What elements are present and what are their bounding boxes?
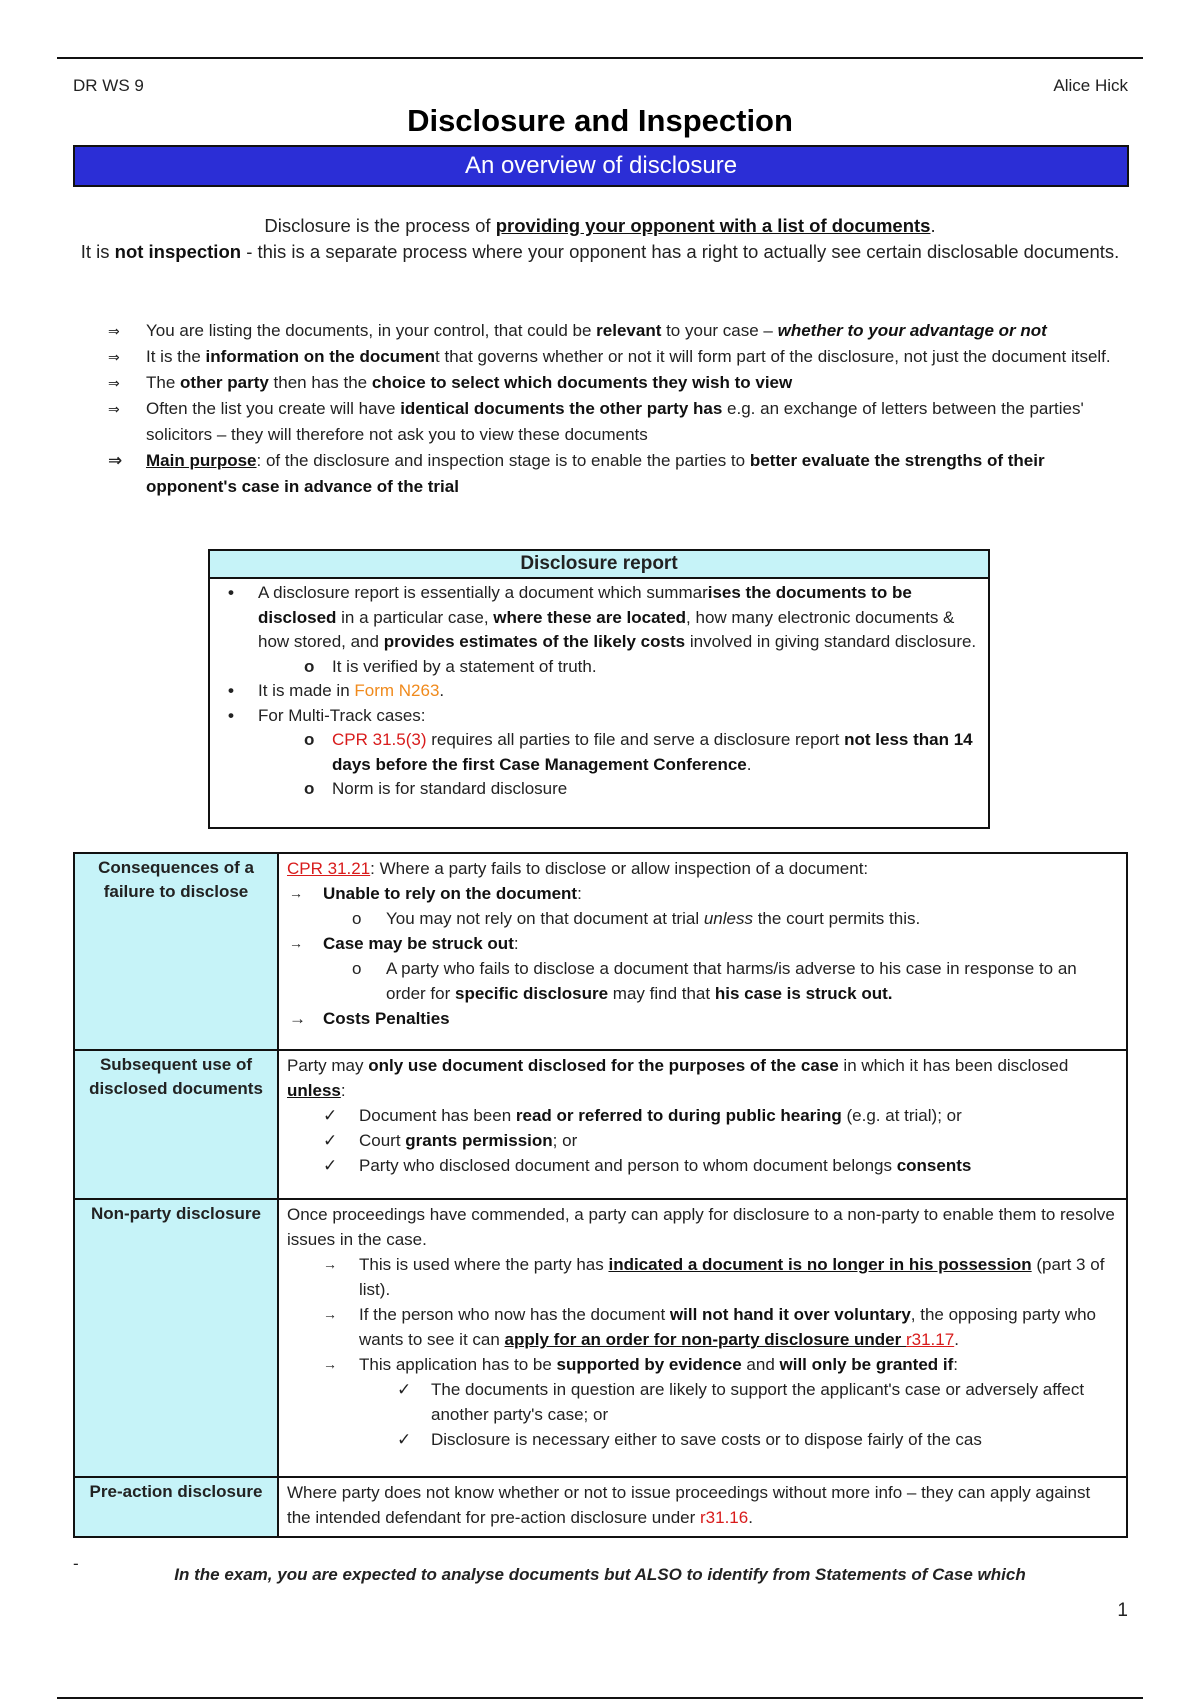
circle-bullet-icon: o	[352, 909, 362, 928]
arrow-icon: →	[323, 1306, 337, 1322]
list-item: o A party who fails to disclose a document that harms/is adverse to his case in response to an order for specific disclosure may find that his case is struck out.	[287, 956, 1118, 1006]
arrow-icon: →	[323, 1356, 337, 1372]
list-item: ✓ Document has been read or referred to during public hearing (e.g. at trial); or	[287, 1103, 1118, 1128]
stray-dash: -	[73, 1554, 79, 1573]
check-icon: ✓	[323, 1106, 338, 1125]
table-row	[74, 853, 1127, 1050]
list-item: ✓ Court grants permission; or	[287, 1128, 1118, 1153]
bullet-icon: •	[228, 681, 234, 700]
list-item: • For Multi-Track cases:	[220, 704, 978, 729]
list-item: o CPR 31.5(3) requires all parties to file and serve a disclosure report not less than 14 days before the first Case Management Conference.	[304, 730, 973, 774]
intro-paragraph	[80, 213, 1120, 265]
key-points-list	[108, 318, 1128, 500]
check-icon: ✓	[323, 1131, 338, 1150]
disclosure-report-heading: Disclosure report	[210, 551, 988, 579]
row-content	[278, 853, 1127, 1050]
top-rule	[57, 57, 1143, 59]
check-icon: ✓	[397, 1380, 412, 1399]
list-item: → This application has to be supported by evidence and will only be granted if:	[287, 1352, 1118, 1377]
list-item: ⇒ Main purpose: of the disclosure and inspection stage is to enable the parties to better evaluate the strengths of their opponent's case in advance of the trial	[108, 448, 1128, 500]
r31-16-link[interactable]: r31.16	[700, 1508, 749, 1527]
arrow-icon: →	[289, 935, 303, 951]
row-content	[278, 1050, 1127, 1199]
page-title: Disclosure and Inspection	[407, 103, 793, 138]
double-arrow-icon: ⇒	[108, 323, 120, 339]
double-arrow-icon: ⇒	[108, 375, 120, 391]
list-item: o It is verified by a statement of truth.	[220, 655, 978, 680]
list-item: o You may not rely on that document at trial unless the court permits this.	[287, 906, 1118, 931]
list-item: ✓ Party who disclosed document and person to whom document belongs consents	[287, 1153, 1118, 1178]
table-row	[74, 1199, 1127, 1477]
row-label: Pre-action disclosure	[74, 1477, 278, 1537]
list-item: CPR 31.21: Where a party fails to disclose or allow inspection of a document:	[287, 859, 869, 878]
circle-bullet-icon: o	[304, 656, 315, 676]
row-label: Subsequent use of disclosed documents	[74, 1050, 278, 1199]
bottom-rule	[57, 1697, 1143, 1699]
list-item: Once proceedings have commended, a party can apply for disclosure to a non-party to enable them to resolve issues in the case.	[287, 1205, 1115, 1249]
disclosure-topics-table	[73, 852, 1128, 1538]
row-content	[278, 1199, 1127, 1477]
double-arrow-icon: ⇒	[108, 401, 120, 417]
table-row	[74, 1050, 1127, 1199]
list-item: Where party does not know whether or not to issue proceedings without more info – they can apply against the intended defendant for pre-action disclosure under r31.16.	[287, 1483, 1091, 1527]
arrow-icon: →	[323, 1256, 337, 1272]
list-item: ✓ The documents in question are likely to support the applicant's case or adversely affect another party's case; or	[287, 1377, 1118, 1427]
list-item: → Costs Penalties	[287, 1006, 1118, 1031]
circle-bullet-icon: o	[304, 730, 315, 749]
exam-note: In the exam, you are expected to analyse documents but ALSO to identify from Statements of Case which	[174, 1565, 1026, 1584]
intro-line-2: It is not inspection - this is a separate process where your opponent has a right to actually see certain disclosable documents.	[80, 241, 1120, 262]
bullet-icon: •	[228, 583, 234, 602]
double-arrow-icon: ⇒	[108, 349, 120, 365]
row-label: Consequences of a failure to disclose	[74, 853, 278, 1050]
row-content	[278, 1477, 1127, 1537]
list-item: • A disclosure report is essentially a document which summarises the documents to be disclosed in a particular case, where these are located, how many electronic documents & how stored, and provides estimates of the likely costs involved in giving standard disclosure.	[228, 583, 977, 651]
list-item: → Case may be struck out:	[287, 931, 1118, 956]
double-arrow-icon: ⇒	[108, 451, 123, 470]
list-item: ✓ Disclosure is necessary either to save costs or to dispose fairly of the cas	[287, 1427, 1118, 1452]
row-label: Non-party disclosure	[74, 1199, 278, 1477]
list-item: → Unable to rely on the document:	[287, 881, 1118, 906]
cpr-31-5-3-link[interactable]: CPR 31.5(3)	[332, 730, 427, 749]
section-banner: An overview of disclosure	[73, 145, 1129, 187]
intro-line-1: Disclosure is the process of providing your opponent with a list of documents.	[264, 215, 936, 236]
header-author: Alice Hick	[1053, 76, 1128, 95]
list-item: o Norm is for standard disclosure	[220, 777, 978, 802]
list-item: Party may only use document disclosed for the purposes of the case in which it has been disclosed unless:	[287, 1056, 1069, 1100]
table-row	[74, 1477, 1127, 1537]
cpr-31-21-link[interactable]: CPR 31.21	[287, 859, 371, 878]
list-item: → If the person who now has the document will not hand it over voluntary, the opposing party who wants to see it can apply for an order for non-party disclosure under r31.17.	[287, 1302, 1118, 1352]
bullet-icon: •	[228, 705, 234, 725]
header-course-code: DR WS 9	[73, 76, 144, 95]
list-item: → This is used where the party has indicated a document is no longer in his possession (part 3 of list).	[287, 1252, 1118, 1302]
check-icon: ✓	[397, 1430, 412, 1449]
page-number: 1	[1117, 1600, 1128, 1621]
circle-bullet-icon: o	[352, 959, 362, 978]
arrow-icon: →	[289, 885, 303, 901]
circle-bullet-icon: o	[304, 779, 315, 798]
list-item: • It is made in Form N263.	[220, 679, 978, 704]
list-item: ⇒ You are listing the documents, in your control, that could be relevant to your case – whether to your advantage or not	[108, 318, 1128, 344]
list-item: ⇒ It is the information on the document that governs whether or not it will form part of the disclosure, not just the document itself.	[108, 344, 1128, 370]
form-n263-link[interactable]: Form N263	[354, 681, 440, 700]
list-item: ⇒ Often the list you create will have identical documents the other party has e.g. an exchange of letters between the parties' solicitors – they will therefore not ask you to view these documents	[108, 396, 1128, 448]
r31-17-link[interactable]: r31.17	[905, 1330, 955, 1349]
list-item: ⇒ The other party then has the choice to select which documents they wish to view	[108, 370, 1128, 396]
check-icon: ✓	[323, 1156, 338, 1175]
disclosure-report-box	[208, 549, 990, 829]
arrow-icon: →	[289, 1009, 306, 1028]
disclosure-report-body	[210, 579, 988, 802]
